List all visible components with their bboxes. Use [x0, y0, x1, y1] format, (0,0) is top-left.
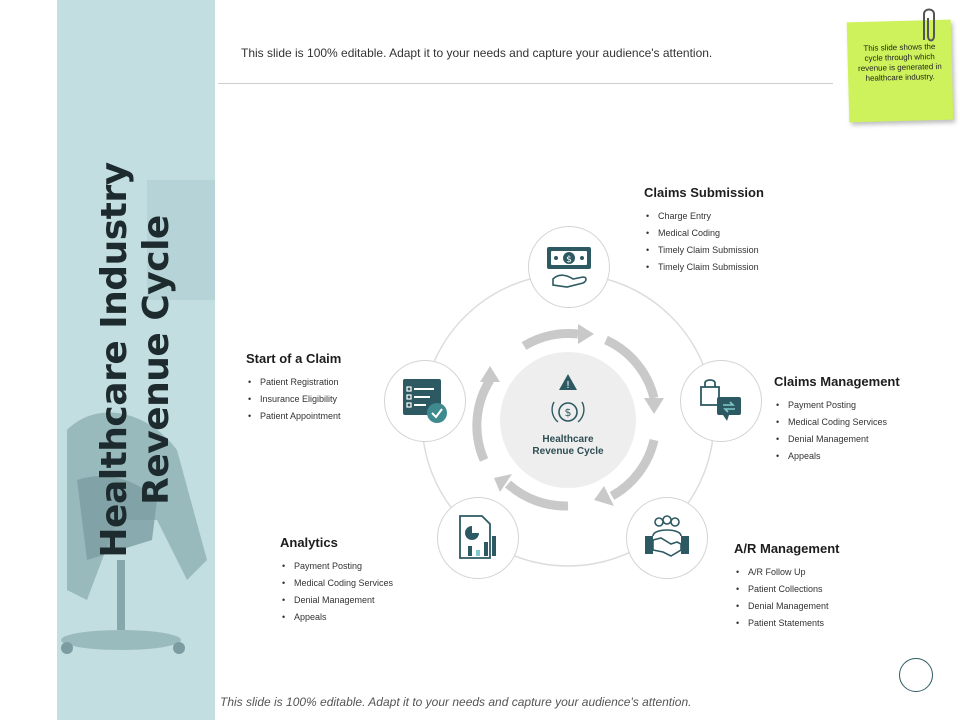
list-item: • Timely Claim Submission [644, 259, 764, 276]
hub-label-line1: Healthcare [542, 434, 594, 445]
list-item: • Medical Coding Services [774, 414, 900, 431]
section-claims-submission [644, 185, 764, 276]
section-ar-management [734, 541, 839, 632]
section-list [774, 397, 900, 465]
list-item: • Appeals [280, 609, 393, 626]
node-start-of-claim [384, 360, 466, 442]
hub-circle [500, 352, 636, 488]
section-title: Analytics [280, 535, 338, 550]
list-item: • Patient Statements [734, 615, 839, 632]
handshake-icon [643, 514, 691, 562]
node-claims-submission [528, 226, 610, 308]
section-title: A/R Management [734, 541, 840, 556]
list-item: • Denial Management [280, 592, 393, 609]
section-list [246, 374, 341, 425]
section-claims-management [774, 374, 900, 465]
section-title: Start of a Claim [246, 351, 342, 366]
list-item: • Insurance Eligibility [246, 391, 341, 408]
hub-label [520, 434, 616, 458]
section-list [280, 558, 393, 626]
list-item: • Medical Coding Services [280, 575, 393, 592]
checklist-icon [401, 377, 449, 425]
hub-label-line2: Revenue Cycle [532, 446, 604, 457]
list-item: • Denial Management [774, 431, 900, 448]
svg-text:$: $ [566, 255, 572, 265]
list-item: • Patient Appointment [246, 408, 341, 425]
top-caption: This slide is 100% editable. Adapt it to your needs and capture your audience's attention. [241, 46, 713, 60]
slide-title-line1: Healthcare Industry [94, 162, 135, 558]
sticky-note-text: This slide shows the cycle through which revenue is generated in healthcare industry. [857, 42, 942, 83]
dollar-alert-cycle-icon [546, 372, 590, 428]
cash-hand-icon [545, 243, 593, 291]
list-item: • Payment Posting [774, 397, 900, 414]
svg-text:!: ! [565, 380, 571, 391]
report-chart-icon [454, 514, 502, 562]
bag-chat-icon [697, 377, 745, 425]
list-item: • Patient Registration [246, 374, 341, 391]
list-item: • Patient Collections [734, 581, 839, 598]
node-analytics [437, 497, 519, 579]
list-item: • A/R Follow Up [734, 564, 839, 581]
list-item: • Appeals [774, 448, 900, 465]
section-start-of-claim [246, 351, 341, 425]
list-item: • Charge Entry [644, 208, 764, 225]
section-list [734, 564, 839, 632]
list-item: • Payment Posting [280, 558, 393, 575]
section-analytics [280, 535, 393, 626]
list-item: • Medical Coding [644, 225, 764, 242]
node-ar-management [626, 497, 708, 579]
node-claims-management [680, 360, 762, 442]
list-item: • Timely Claim Submission [644, 242, 764, 259]
slide-title-line2: Revenue Cycle [136, 215, 177, 505]
section-title: Claims Management [774, 374, 900, 389]
bottom-caption: This slide is 100% editable. Adapt it to your needs and capture your audience's attention. [220, 695, 692, 709]
section-title: Claims Submission [644, 185, 764, 200]
svg-text:$: $ [564, 406, 572, 419]
section-list [644, 208, 764, 276]
list-item: • Denial Management [734, 598, 839, 615]
